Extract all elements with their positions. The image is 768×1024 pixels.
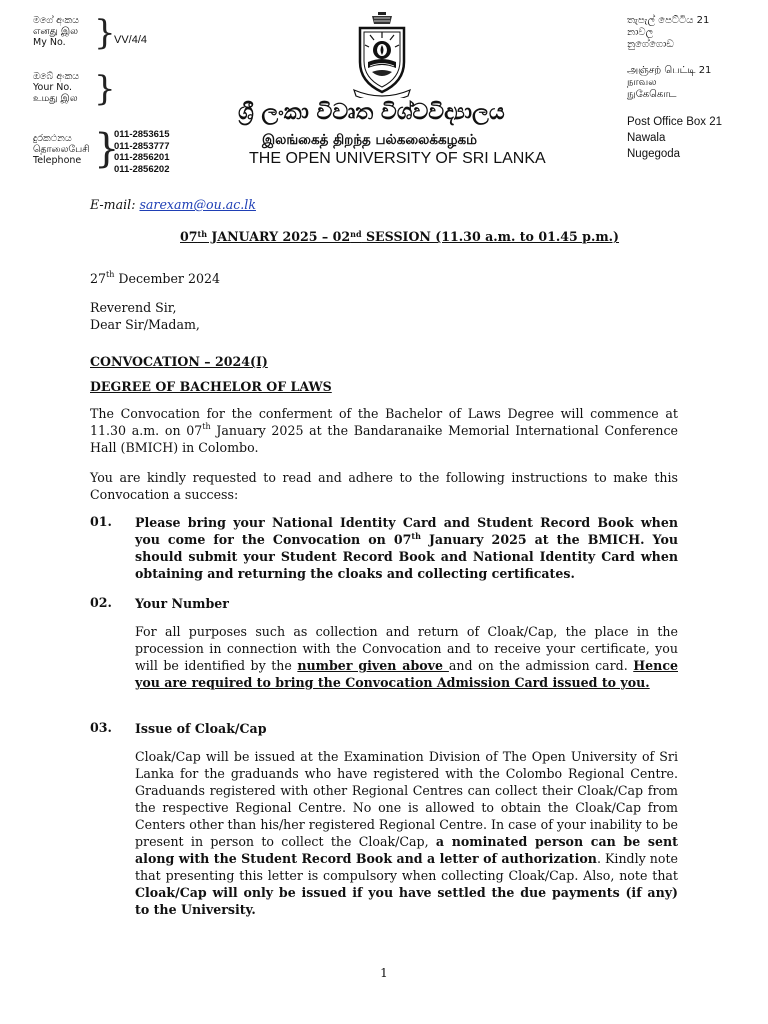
- session-text: 07: [180, 229, 198, 244]
- instructions-paragraph: You are kindly requested to read and adhere to the following instructions to make this Convocation a success:: [90, 470, 678, 502]
- salutation-line: Dear Sir/Madam,: [90, 317, 200, 332]
- university-name-tamil: இலங்கைத் திறந்த பல்கலைக்கழகம்: [262, 132, 477, 148]
- email-link[interactable]: sarexam@ou.ac.lk: [139, 197, 256, 212]
- telephone-label-ta: தொலைபேசி: [33, 144, 90, 155]
- brace-icon: }: [94, 13, 116, 53]
- letter-date: [90, 270, 678, 287]
- email-line: [90, 196, 678, 213]
- item-03-title: Issue of Cloak/Cap: [135, 721, 267, 736]
- my-no-label-ta: எனது இல: [33, 26, 79, 37]
- your-no-label-si: ඔබේ අංකය: [33, 71, 80, 82]
- item-number: 01.: [90, 514, 112, 529]
- telephone-number: 011-2853615: [114, 129, 170, 140]
- my-no-label: [33, 15, 79, 48]
- address-line: නාවල: [627, 27, 654, 38]
- intro-sup: th: [202, 422, 211, 431]
- item-01-text: [135, 514, 678, 582]
- session-sup: th: [197, 229, 208, 239]
- telephone-number: 011-2856202: [114, 163, 170, 175]
- my-no-label-en: My No.: [33, 37, 66, 48]
- item-emphasis: Cloak/Cap will only be issued if you have settled the due payments (if any) to the University.: [135, 885, 678, 917]
- item-text: Cloak/Cap will be issued at the Examination Division of The Open University of Sri Lanka for the graduands who have registered with the Colombo Regional Centre. Graduands registered with other Regional Centres can collect their Cloak/Cap from the respective Regional Centre. No one is allowed to obtain the Cloak/Cap from Centers other than his/her registered Regional Centre. In case of your inability to be present in person to collect the Cloak/Cap,: [135, 749, 678, 849]
- date-suffix: th: [106, 270, 115, 279]
- your-no-label: [33, 71, 79, 104]
- address-english: [627, 114, 722, 162]
- item-sup: th: [411, 531, 421, 541]
- your-no-label-ta: உமது இல: [33, 93, 78, 104]
- date-day: 27: [90, 271, 107, 286]
- brace-icon: }: [94, 126, 120, 172]
- address-line: நாவல: [627, 77, 657, 88]
- my-no-value: VV/4/4: [114, 34, 148, 46]
- brace-icon: }: [94, 69, 116, 109]
- intro-text: January 2025 at the Bandaranaike Memorial International Conference Hall (BMICH) in Colombo.: [90, 423, 678, 455]
- item-text: Please bring your National Identity Card and Student Record Book when you come for the Convocation on 07: [135, 515, 678, 547]
- address-line: அஞ்சற் பெட்டி 21: [627, 65, 712, 76]
- telephone-numbers: [114, 129, 169, 175]
- my-no-label-si: මගේ අංකය: [33, 15, 79, 26]
- address-line: நுகேகொட: [627, 89, 677, 100]
- item-03-body: [135, 748, 678, 918]
- salutation-line: Reverend Sir,: [90, 300, 177, 315]
- email-label: E-mail:: [90, 197, 136, 212]
- address-line: Post Office Box 21: [627, 116, 723, 128]
- telephone-number: 011-2853777: [114, 140, 170, 152]
- heading-degree: DEGREE OF BACHELOR OF LAWS: [90, 379, 332, 394]
- item-emphasis: Hence you are required to bring the Convocation Admission Card issued to you.: [135, 658, 678, 690]
- address-sinhala: [627, 15, 709, 51]
- date-rest: December 2024: [114, 271, 220, 286]
- telephone-label-en: Telephone: [33, 155, 82, 166]
- session-sup: nd: [350, 229, 362, 239]
- your-no-label-en: Your No.: [33, 82, 73, 93]
- intro-paragraph: [90, 405, 678, 456]
- telephone-label: [33, 133, 90, 166]
- page-number: 1: [380, 966, 388, 980]
- university-name-english: THE OPEN UNIVERSITY OF SRI LANKA: [249, 150, 546, 167]
- telephone-number: 011-2856201: [114, 152, 170, 163]
- address-line: Nawala: [627, 132, 666, 144]
- item-text: January 2025 at the BMICH. You should submit your Student Record Book and National Identity Card when obtaining and returning the cloaks and collecting certificates.: [135, 532, 678, 581]
- address-line: නුගේගොඩ: [627, 39, 674, 50]
- item-text: . Kindly note that presenting this letter is compulsory when collecting Cloak/Cap. Also, note that: [135, 851, 679, 883]
- item-02-title: Your Number: [135, 596, 229, 611]
- item-number: 02.: [90, 595, 112, 610]
- address-tamil: [627, 65, 711, 101]
- item-emphasis: a nominated person can be sent along with the Student Record Book and a letter of authorization: [135, 834, 678, 866]
- heading-convocation: CONVOCATION – 2024(I): [90, 354, 268, 369]
- address-line: Nugegoda: [627, 148, 681, 160]
- telephone-label-si: දුරකථනය: [33, 133, 72, 144]
- intro-text: The Convocation for the conferment of the Bachelor of Laws Degree will commence at 11.30 a.m. on 07: [90, 406, 678, 438]
- item-number: 03.: [90, 720, 112, 735]
- address-line: තැපැල් පෙට්ටිය 21: [627, 15, 710, 26]
- item-text: and on the admission card.: [448, 658, 634, 673]
- session-text: SESSION (11.30 a.m. to 01.45 p.m.): [361, 229, 620, 244]
- university-name-sinhala: ශ්‍රී ලංකා විවෘත විශ්වවිද්‍යාලය: [238, 100, 505, 125]
- item-text: For all purposes such as collection and return of Cloak/Cap, the place in the procession in connection with the Convocation and to receive your certificate, you will be identified by the: [135, 624, 678, 673]
- item-02-body: [135, 623, 678, 691]
- university-crest-icon: [350, 10, 414, 98]
- session-line: [180, 229, 619, 244]
- item-emphasis: number given above: [297, 658, 449, 673]
- session-text: JANUARY 2025 – 02: [207, 229, 351, 244]
- salutation: [90, 299, 678, 333]
